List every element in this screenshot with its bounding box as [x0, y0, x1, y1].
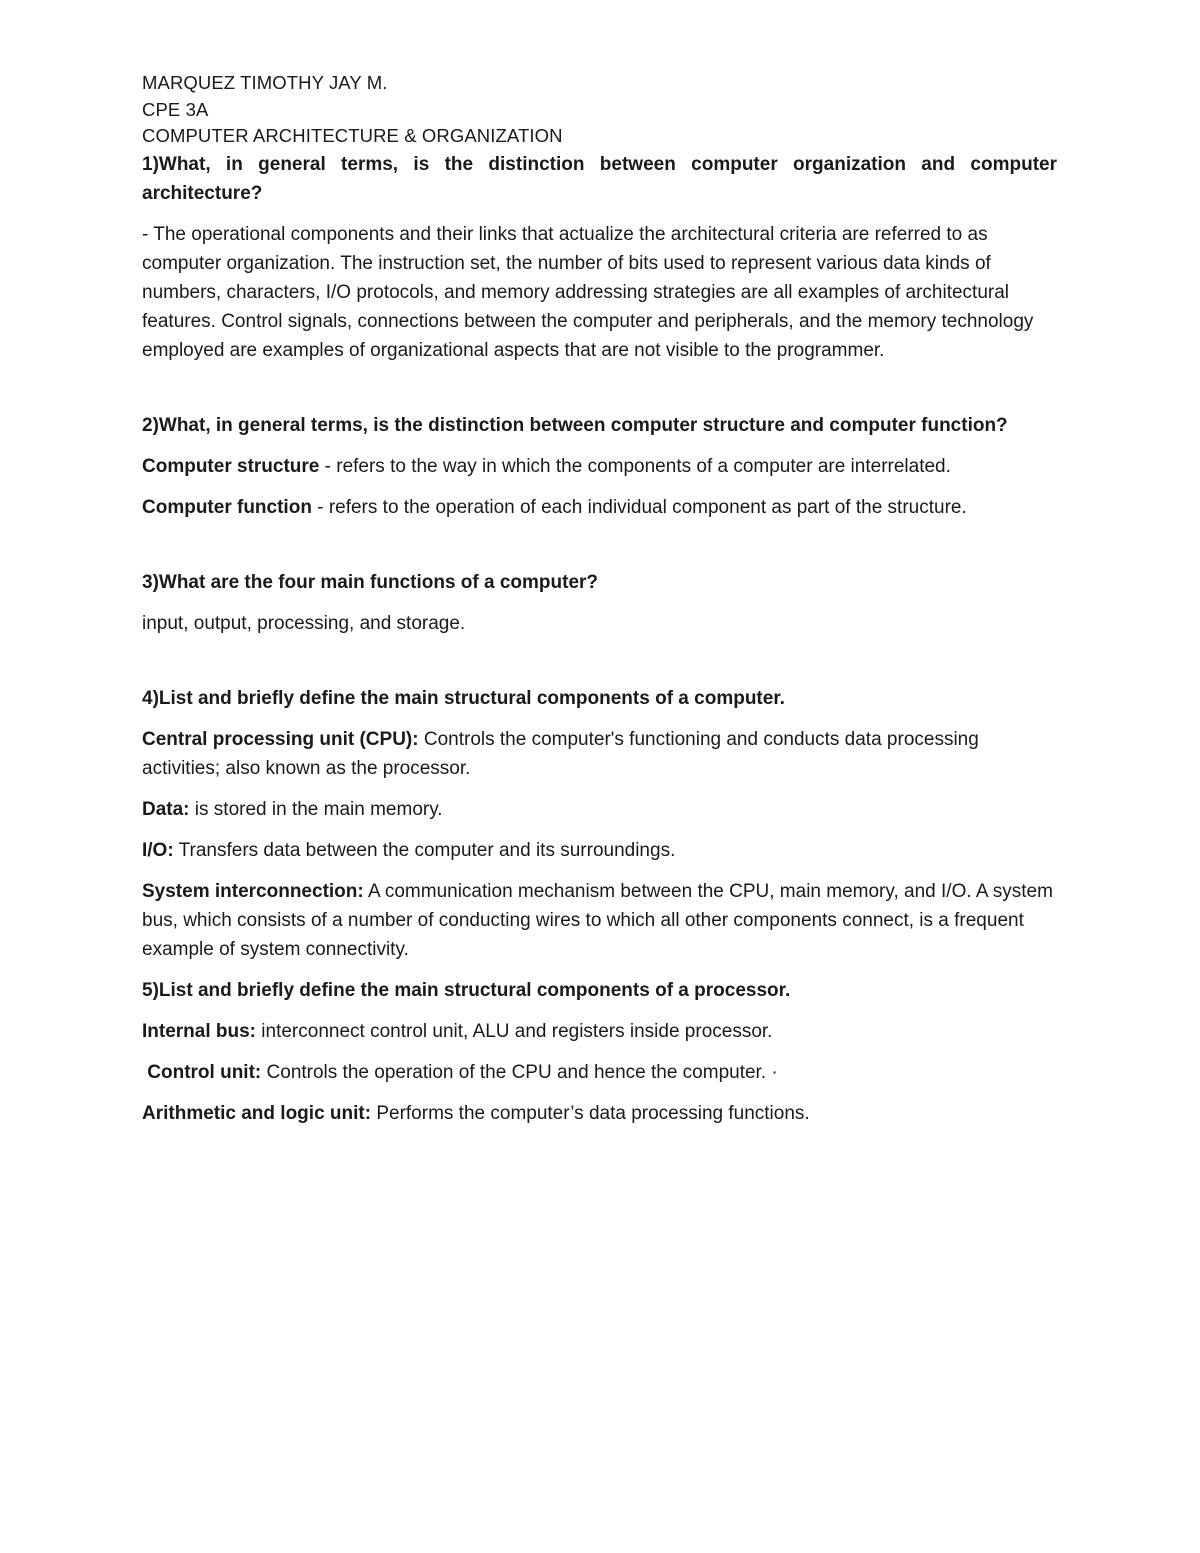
term-system-interconnection: System interconnection:: [142, 880, 364, 902]
definition-data: is stored in the main memory.: [189, 798, 443, 820]
answer-3: input, output, processing, and storage.: [142, 612, 466, 634]
answer-5-alu: [142, 1099, 1057, 1128]
question-5: 5)List and briefly define the main structural components of a processor.: [142, 979, 791, 1001]
definition-control-unit: Controls the operation of the CPU and hence the computer. ·: [261, 1061, 778, 1083]
answer-4-io: [142, 836, 1057, 865]
definition-system-interconnection: A communication mechanism between the CPU, main memory, and I/O. A system bus, which consists of a number of conducting wires to which all other components connect, is a frequent example of system connectivity.: [142, 880, 1053, 960]
question-4: 4)List and briefly define the main structural components of a computer.: [142, 687, 785, 709]
definition-alu: Performs the computer’s data processing functions.: [371, 1102, 810, 1124]
definition-cpu: Controls the computer's functioning and conducts data processing activities; also known as the processor.: [142, 728, 979, 779]
definition-io: Transfers data between the computer and its surroundings.: [173, 839, 676, 861]
document-body: [142, 70, 1057, 1128]
question-1-line-2: architecture?: [142, 182, 263, 204]
term-io: I/O:: [142, 839, 174, 861]
answer-4-cpu: [142, 725, 1057, 783]
student-name: MARQUEZ TIMOTHY JAY M.: [142, 72, 388, 93]
course-title: COMPUTER ARCHITECTURE & ORGANIZATION: [142, 125, 563, 146]
student-section: CPE 3A: [142, 98, 209, 120]
question-3: 3)What are the four main functions of a computer?: [142, 571, 599, 593]
term-computer-function: Computer function: [142, 496, 312, 518]
question-1-line-1: 1)What, in general terms, is the distinction between computer organization and computer: [142, 153, 1057, 175]
question-2: 2)What, in general terms, is the distinction between computer structure and computer function?: [142, 414, 1008, 436]
definition-computer-structure: - refers to the way in which the components of a computer are interrelated.: [319, 455, 951, 477]
term-cpu: Central processing unit (CPU):: [142, 728, 419, 750]
answer-5-internal-bus: [142, 1017, 1057, 1046]
term-control-unit: Control unit:: [142, 1061, 262, 1083]
term-alu: Arithmetic and logic unit:: [142, 1102, 372, 1124]
definition-computer-function: - refers to the operation of each individual component as part of the structure.: [311, 496, 967, 518]
term-data: Data:: [142, 798, 190, 820]
answer-2-function: [142, 493, 1057, 522]
answer-1: - The operational components and their links that actualize the architectural criteria are referred to as computer organization. The instruction set, the number of bits used to represent various data kinds of numbers, characters, I/O protocols, and memory addressing strategies are all examples of architectural features. Control signals, connections between the computer and peripherals, and the memory technology employed are examples of organizational aspects that are not visible to the programmer.: [142, 223, 1034, 361]
answer-4-interconnection: [142, 877, 1057, 964]
term-computer-structure: Computer structure: [142, 455, 320, 477]
term-internal-bus: Internal bus:: [142, 1020, 257, 1042]
answer-2-structure: [142, 452, 1057, 481]
answer-4-data: [142, 795, 1057, 824]
definition-internal-bus: interconnect control unit, ALU and registers inside processor.: [256, 1020, 773, 1042]
answer-5-control-unit: [142, 1058, 1057, 1087]
